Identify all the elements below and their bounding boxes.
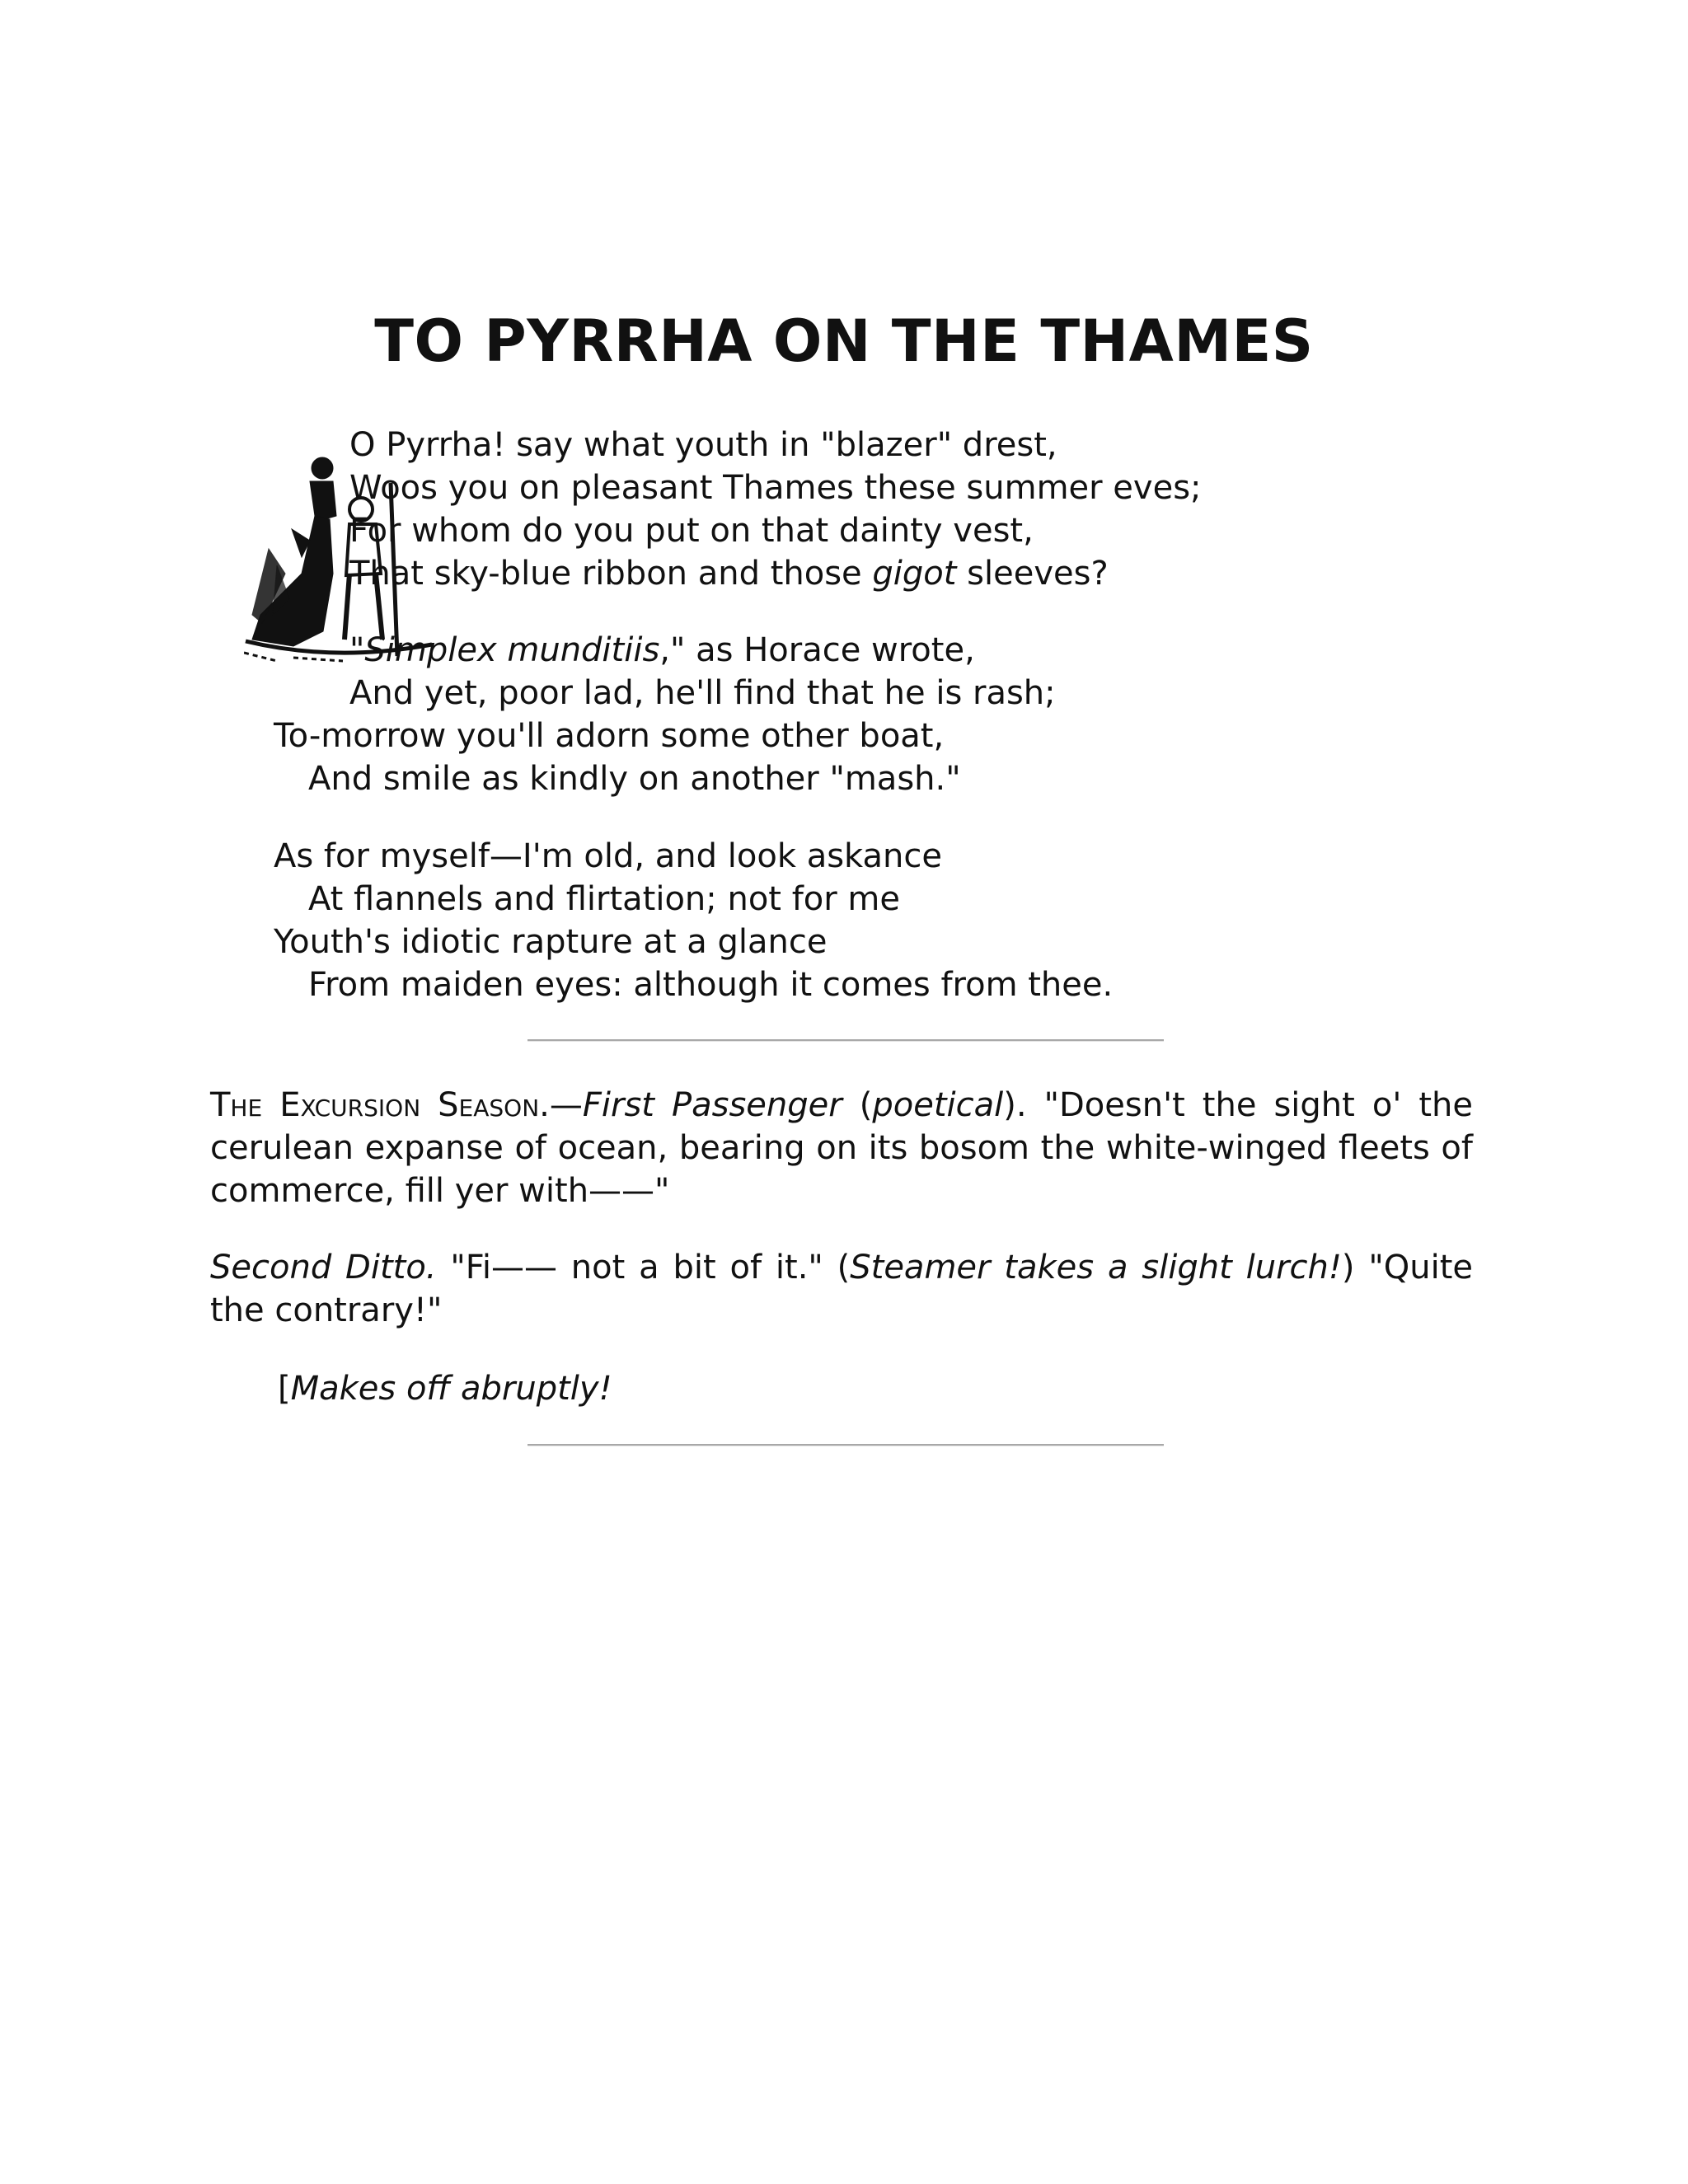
speech: "Fi—— not a bit of it." ( bbox=[436, 1249, 851, 1286]
stage-direction: Steamer takes a slight lurch! bbox=[850, 1249, 1342, 1286]
poem-text: sleeves? bbox=[956, 555, 1109, 593]
excursion-paragraph bbox=[210, 1084, 1473, 1212]
exit-text: Makes off abruptly! bbox=[290, 1370, 612, 1408]
poem-line: And smile as kindly on another "mash." bbox=[308, 760, 961, 798]
reply-paragraph bbox=[210, 1246, 1473, 1332]
text: ( bbox=[842, 1086, 873, 1124]
poem-text: ," as Horace wrote, bbox=[659, 631, 975, 669]
divider bbox=[528, 1444, 1164, 1446]
poem-line: For whom do you put on that dainty vest, bbox=[349, 512, 1034, 550]
manner: poetical bbox=[872, 1086, 1004, 1124]
poem-line: To-morrow you'll adorn some other boat, bbox=[274, 717, 945, 755]
poem-emphasis: Simplex munditiis bbox=[364, 631, 660, 669]
poem-line: At flannels and flirtation; not for me bbox=[308, 880, 900, 918]
text: ). bbox=[1003, 1086, 1044, 1124]
poem-emphasis: gigot bbox=[872, 555, 957, 593]
divider bbox=[528, 1039, 1164, 1042]
poem-line: From maiden eyes: although it comes from thee. bbox=[308, 966, 1114, 1004]
section-heading: The Excursion Season. bbox=[210, 1086, 550, 1124]
poem-text: " bbox=[349, 631, 365, 669]
page-title: TO PYRRHA ON THE THAMES bbox=[374, 307, 1314, 375]
poem-line: And yet, poor lad, he'll find that he is rash; bbox=[349, 674, 1056, 712]
poem-line: Woos you on pleasant Thames these summer eves; bbox=[349, 469, 1202, 507]
speaker-name: Second Ditto. bbox=[210, 1249, 437, 1286]
poem-text: That sky-blue ribbon and those bbox=[349, 555, 873, 593]
speech: ) "Quite the contrary!" bbox=[210, 1249, 1474, 1329]
poem-line: As for myself—I'm old, and look askance bbox=[274, 837, 942, 875]
poem-line bbox=[349, 552, 1109, 595]
exit-direction bbox=[278, 1367, 612, 1410]
poem-line: Youth's idiotic rapture at a glance bbox=[274, 923, 828, 961]
speaker-name: First Passenger bbox=[582, 1086, 842, 1124]
poem-line bbox=[349, 629, 975, 672]
dash: — bbox=[549, 1086, 583, 1124]
bracket: [ bbox=[278, 1370, 291, 1408]
speech: "Doesn't the sight o' the cerulean expanse of ocean, bearing on its bosom the white-winged fleets of commerce, fill yer with——" bbox=[210, 1086, 1473, 1210]
poem-line: O Pyrrha! say what youth in "blazer" drest, bbox=[349, 426, 1057, 464]
